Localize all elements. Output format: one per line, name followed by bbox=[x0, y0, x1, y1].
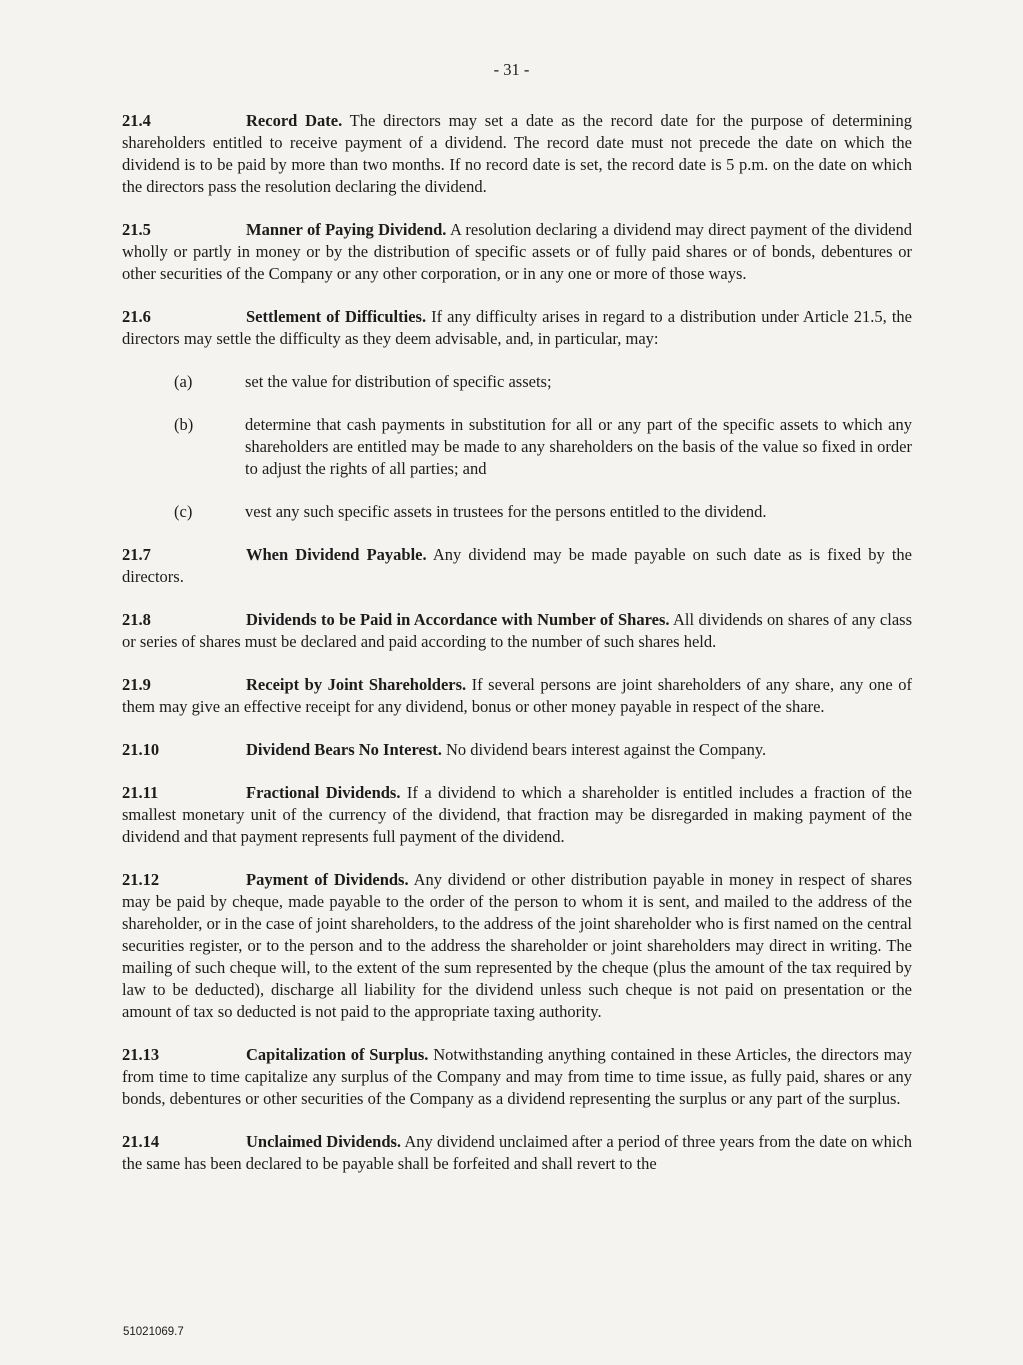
section-21-8 bbox=[122, 609, 912, 653]
section-title: Dividend Bears No Interest. bbox=[246, 740, 442, 759]
section-text: The directors may set a date as the record date for the purpose of determining shareholders entitled to receive payment of a dividend. The record date must not precede the date on which the dividend is to be paid by more than two months. If no record date is set, the record date is 5 p.m. on the date on which the directors pass the resolution declaring the dividend. bbox=[122, 111, 912, 196]
item-label: (c) bbox=[174, 502, 193, 521]
section-title: Fractional Dividends. bbox=[246, 783, 401, 802]
list-item bbox=[122, 501, 912, 523]
list-item bbox=[122, 371, 912, 393]
document-id: 51021069.7 bbox=[123, 1326, 184, 1338]
section-number: 21.8 bbox=[122, 610, 151, 629]
section-text: Any dividend may be made payable on such date as is fixed by the directors. bbox=[122, 545, 912, 586]
section-21-7 bbox=[122, 544, 912, 588]
section-title: Dividends to be Paid in Accordance with Number of Shares. bbox=[246, 610, 670, 629]
section-21-11 bbox=[122, 782, 912, 848]
section-number: 21.6 bbox=[122, 307, 151, 326]
section-number: 21.12 bbox=[122, 870, 160, 889]
section-number: 21.7 bbox=[122, 545, 151, 564]
section-text: If several persons are joint shareholders of any share, any one of them may give an effective receipt for any dividend, bonus or other money payable in respect of the share. bbox=[122, 675, 912, 716]
section-text: If any difficulty arises in regard to a distribution under Article 21.5, the directors may settle the difficulty as they deem advisable, and, in particular, may: bbox=[122, 307, 912, 348]
section-title: Settlement of Difficulties. bbox=[246, 307, 427, 326]
section-text: No dividend bears interest against the Company. bbox=[441, 740, 767, 759]
section-number: 21.13 bbox=[122, 1045, 160, 1064]
section-title: Receipt by Joint Shareholders. bbox=[246, 675, 467, 694]
item-label: (b) bbox=[174, 415, 194, 434]
section-title: When Dividend Payable. bbox=[246, 545, 427, 564]
section-text: A resolution declaring a dividend may direct payment of the dividend wholly or partly in money or by the distribution of specific assets or of fully paid shares or of bonds, debentures or other securities of the Company or any other corporation, or in any one or more of those ways. bbox=[122, 220, 913, 283]
item-label: (a) bbox=[174, 372, 193, 391]
item-text: determine that cash payments in substitution for all or any part of the specific assets to which any shareholders are entitled may be made to any shareholders on the basis of the value so fixed in order to adjust the rights of all parties; and bbox=[245, 415, 912, 478]
settlement-items-list bbox=[122, 371, 912, 523]
section-number: 21.11 bbox=[122, 783, 159, 802]
section-title: Capitalization of Surplus. bbox=[246, 1045, 429, 1064]
section-text: All dividends on shares of any class or series of shares must be declared and paid according to the number of such shares held. bbox=[122, 610, 912, 651]
section-21-12 bbox=[122, 869, 912, 1023]
section-title: Unclaimed Dividends. bbox=[246, 1132, 402, 1151]
section-number: 21.5 bbox=[122, 220, 151, 239]
section-21-5 bbox=[122, 219, 912, 285]
section-text: Any dividend or other distribution payable in money in respect of shares may be paid by cheque, made payable to the order of the person to whom it is sent, and mailed to the address of the shareholder, or in the case of joint shareholders, to the address of the joint shareholder who is first named on the central securities register, or to the person and to the address the shareholder or joint shareholders may direct in writing. The mailing of such cheque will, to the extent of the sum represented by the cheque (plus the amount of the tax required by law to be deducted), discharge all liability for the dividend unless such cheque is not paid on presentation or the amount of tax so deducted is not paid to the appropriate taxing authority. bbox=[122, 870, 913, 1021]
document-body bbox=[122, 110, 912, 1196]
section-21-4 bbox=[122, 110, 912, 198]
section-number: 21.4 bbox=[122, 111, 151, 130]
section-title: Manner of Paying Dividend. bbox=[246, 220, 447, 239]
section-21-13 bbox=[122, 1044, 912, 1110]
list-item bbox=[122, 414, 912, 480]
item-text: vest any such specific assets in trustees for the persons entitled to the dividend. bbox=[245, 502, 767, 521]
section-21-14 bbox=[122, 1131, 912, 1175]
section-title: Record Date. bbox=[246, 111, 343, 130]
section-21-10 bbox=[122, 739, 912, 761]
page-number: - 31 - bbox=[493, 60, 530, 79]
section-text: Notwithstanding anything contained in these Articles, the directors may from time to time capitalize any surplus of the Company and may from time to time issue, as fully paid, shares or any bonds, debentures or other securities of the Company as a dividend representing the surplus or any part of the surplus. bbox=[122, 1045, 912, 1108]
section-21-9 bbox=[122, 674, 912, 718]
section-number: 21.9 bbox=[122, 675, 151, 694]
section-number: 21.14 bbox=[122, 1132, 160, 1151]
section-number: 21.10 bbox=[122, 740, 160, 759]
item-text: set the value for distribution of specific assets; bbox=[245, 372, 552, 391]
section-21-6 bbox=[122, 306, 912, 350]
section-text: If a dividend to which a shareholder is entitled includes a fraction of the smallest monetary unit of the currency of the dividend, that fraction may be disregarded in making payment of the dividend and that payment represents full payment of the dividend. bbox=[122, 783, 912, 846]
section-title: Payment of Dividends. bbox=[246, 870, 409, 889]
section-text: Any dividend unclaimed after a period of three years from the date on which the same has been declared to be payable shall be forfeited and shall revert to the bbox=[122, 1132, 912, 1173]
